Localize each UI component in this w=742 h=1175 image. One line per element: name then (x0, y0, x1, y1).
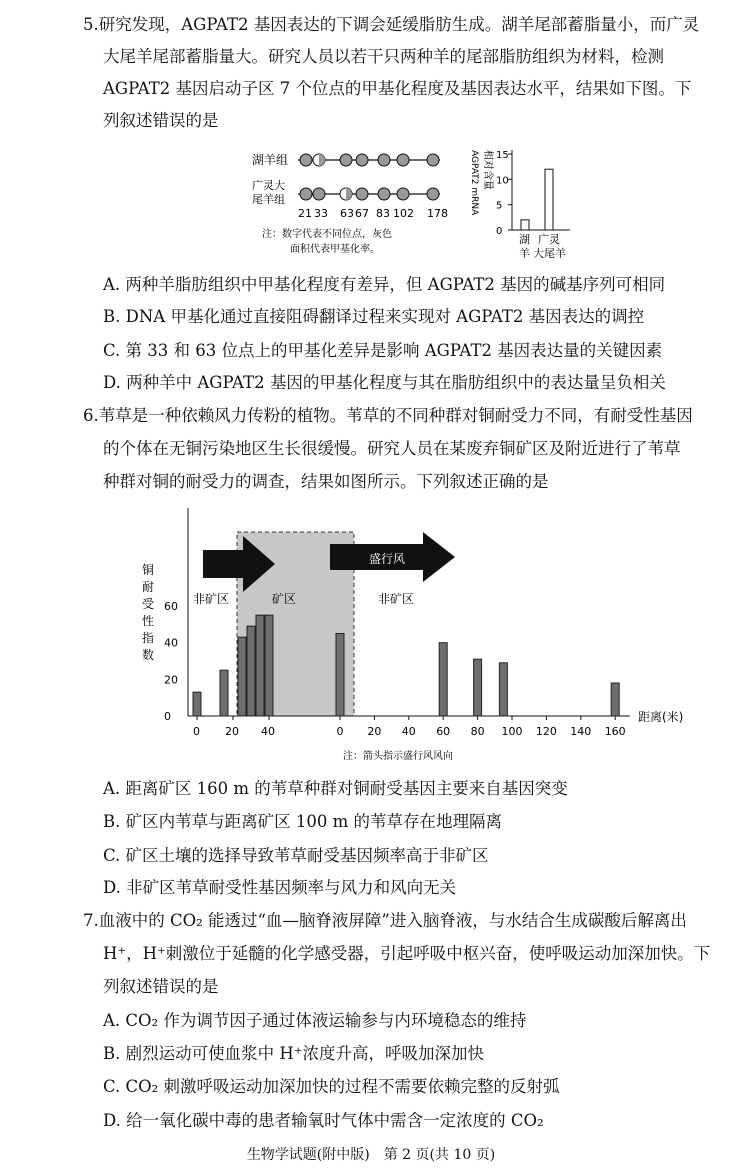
y-axis-label (142, 562, 154, 662)
q5-stem-line2: 大尾羊尾部蓄脂量大。研究人员以若干只两种羊的尾部脂肪组织为材料，检测 (103, 47, 664, 66)
mini-bar-1 (545, 169, 553, 230)
row2-label-a: 广灵大 (252, 179, 285, 192)
q5-stem-line3: AGPAT2 基因启动子区 7 个位点的甲基化程度及基因表达水平，结果如下图。下 (103, 79, 692, 98)
row2-label-b: 尾羊组 (252, 193, 285, 206)
x-tick-right-0: 0 (336, 725, 344, 738)
mini-y-ticks (496, 150, 512, 237)
y-label-char: 耐 (142, 580, 155, 594)
site-label-83: 83 (376, 207, 390, 220)
site-circle (427, 188, 439, 200)
site-circle (378, 154, 390, 166)
bar-0 (193, 692, 201, 716)
bar-6 (336, 634, 344, 717)
y-label-char: 指 (142, 631, 155, 645)
mini-bar-0 (521, 220, 529, 230)
mrna-ylabel-b: 相对含量 (482, 150, 493, 190)
site-circle (300, 188, 312, 200)
y-tick-60: 60 (164, 600, 178, 613)
y-label-char: 受 (142, 597, 155, 611)
chart-note: 注：箭头指示盛行风风向 (343, 751, 453, 762)
q6-option-a[interactable]: A. 距离矿区 160 m 的苇草种群对铜耐受基因主要来自基因突变 (103, 779, 568, 798)
q5-option-d[interactable]: D. 两种羊中 AGPAT2 基因的甲基化程度与其在脂肪组织中的表达量呈负相关 (103, 373, 666, 392)
zone-label-right: 非矿区 (378, 592, 415, 606)
q5-methylation-figure (240, 142, 590, 272)
site-labels (298, 207, 448, 220)
q5-stem-line4: 列叙述错误的是 (103, 111, 219, 130)
site-circle (340, 154, 352, 166)
site-circle (313, 188, 325, 200)
q6-option-b[interactable]: B. 矿区内苇草与距离矿区 100 m 的苇草存在地理隔离 (103, 812, 502, 831)
site-circle (397, 188, 409, 200)
q7-option-d[interactable]: D. 给一氧化碳中毒的患者输氧时气体中需含一定浓度的 CO₂ (103, 1111, 544, 1130)
site-label-63: 63 (340, 207, 354, 220)
q6-copper-tolerance-chart (130, 502, 710, 772)
methylation-circles (300, 154, 439, 200)
q6-stem-line1: 6.苇草是一种依赖风力传粉的植物。苇草的不同种群对铜耐受力不同，有耐受性基因 (83, 406, 693, 425)
x-tick-right-120: 120 (535, 725, 557, 738)
x-tick-right-80: 80 (470, 725, 485, 738)
mini-cat-1a: 湖 (519, 233, 530, 246)
site-circle-fill (346, 188, 352, 200)
q6-option-c[interactable]: C. 矿区土壤的选择导致苇草耐受基因频率高于非矿区 (103, 846, 489, 865)
site-label-21: 21 (298, 207, 312, 220)
y-label-char: 铜 (142, 563, 155, 577)
q5-stem-line1: 5.研究发现，AGPAT2 基因表达的下调会延缓脂肪生成。湖羊尾部蓄脂量小，而广灵 (83, 15, 700, 34)
y-label-char: 性 (142, 614, 155, 628)
x-tick-right-20: 20 (367, 725, 382, 738)
y-tick-0: 0 (164, 710, 171, 723)
bars (193, 615, 619, 716)
site-circle (356, 154, 368, 166)
zone-label-mine: 矿区 (272, 592, 297, 606)
page-footer: 生物学试题(附中版) 第 2 页(共 10 页) (246, 1147, 496, 1163)
zone-label-left: 非矿区 (193, 592, 230, 606)
mini-tick-0: 0 (496, 226, 503, 237)
mini-cat-2a: 广灵 (538, 233, 560, 246)
site-label-178: 178 (427, 207, 448, 220)
site-circle (397, 154, 409, 166)
bar-2 (238, 637, 246, 716)
q6-stem-line2: 的个体在无铜污染地区生长很缓慢。研究人员在某废弃铜矿区及附近进行了苇草 (103, 439, 681, 458)
q7-option-a[interactable]: A. CO₂ 作为调节因子通过体液运输参与内环境稳态的维持 (103, 1011, 527, 1030)
mini-tick-5: 5 (496, 200, 503, 212)
q6-option-d[interactable]: D. 非矿区苇草耐受性基因频率与风力和风向无关 (103, 878, 457, 897)
bar-10 (611, 683, 619, 716)
bar-8 (474, 659, 482, 716)
x-ticks (193, 716, 626, 738)
bar-1 (220, 670, 228, 716)
bar-7 (439, 643, 447, 716)
x-tick-right-40: 40 (401, 725, 416, 738)
bar-9 (499, 663, 507, 716)
site-circle (300, 154, 312, 166)
x-tick-right-160: 160 (604, 725, 626, 738)
fig-note-1: 注：数字代表不同位点，灰色 (262, 229, 392, 240)
mini-cat-2b: 大尾羊 (533, 247, 566, 260)
arrow-label: 盛行风 (369, 552, 406, 566)
y-tick-40: 40 (164, 636, 178, 650)
bar-4 (256, 615, 264, 716)
q7-option-c[interactable]: C. CO₂ 刺激呼吸运动加深加快的过程不需要依赖完整的反射弧 (103, 1077, 560, 1096)
bar-5 (265, 615, 273, 716)
q5-option-b[interactable]: B. DNA 甲基化通过直接阻碍翻译过程来实现对 AGPAT2 基因表达的调控 (103, 307, 645, 326)
x-tick-right-100: 100 (501, 725, 523, 738)
mini-tick-15: 15 (496, 150, 509, 161)
site-label-102: 102 (393, 207, 414, 220)
q5-option-a[interactable]: A. 两种羊脂肪组织中甲基化程度有差异，但 AGPAT2 基因的碱基序列可相同 (103, 275, 666, 294)
x-tick-right-60: 60 (436, 725, 451, 738)
x-axis-label: 距离(米) (638, 710, 684, 724)
x-tick-left-20: 20 (225, 725, 239, 738)
mrna-ylabel-a: AGPAT2 mRNA (469, 150, 479, 216)
x-tick-left-40: 40 (261, 725, 275, 738)
x-tick-right-140: 140 (570, 725, 592, 738)
site-circle (378, 188, 390, 200)
row1-label: 湖羊组 (252, 153, 289, 167)
mini-bars (521, 169, 553, 230)
q7-option-b[interactable]: B. 剧烈运动可使血浆中 H⁺浓度升高，呼吸加深加快 (103, 1044, 484, 1063)
site-circle (427, 154, 439, 166)
q7-stem-line1: 7.血液中的 CO₂ 能透过“血—脑脊液屏障”进入脑脊液，与水结合生成碳酸后解离出 (83, 911, 687, 930)
site-label-67: 67 (355, 207, 369, 220)
y-ticks (164, 600, 178, 723)
q7-stem-line3: 列叙述错误的是 (103, 977, 219, 996)
q5-option-c[interactable]: C. 第 33 和 63 位点上的甲基化差异是影响 AGPAT2 基因表达量的关键因素 (103, 341, 663, 360)
site-circle (356, 188, 368, 200)
q6-stem-line3: 种群对铜的耐受力的调查，结果如图所示。下列叙述正确的是 (103, 472, 549, 491)
y-tick-20: 20 (164, 673, 178, 687)
mini-cat-1b: 羊 (519, 247, 530, 260)
x-tick-left-0: 0 (193, 725, 200, 738)
fig-note-2: 面积代表甲基化率。 (290, 244, 380, 255)
bar-3 (247, 626, 255, 716)
site-circle-fill (319, 154, 325, 166)
q7-stem-line2: H⁺，H⁺刺激位于延髓的化学感受器，引起呼吸中枢兴奋，使呼吸运动加深加快。下 (103, 944, 711, 963)
site-label-33: 33 (314, 207, 328, 220)
mini-tick-10: 10 (496, 175, 509, 187)
y-label-char: 数 (142, 648, 155, 662)
